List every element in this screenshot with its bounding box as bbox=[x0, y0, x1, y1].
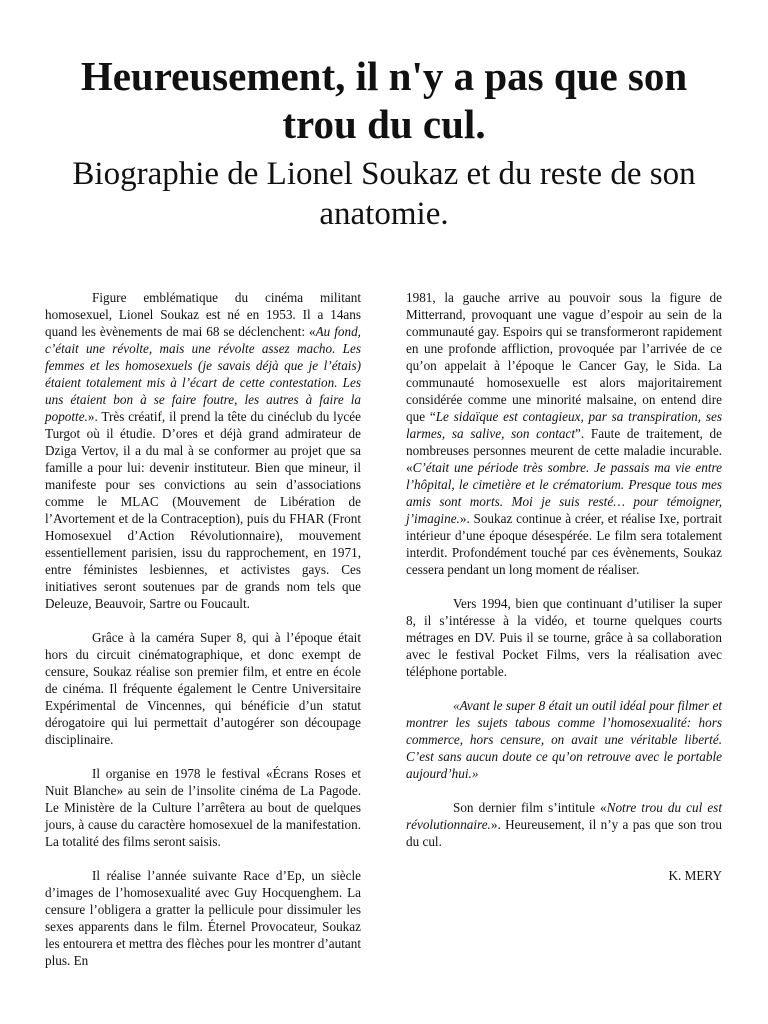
paragraph-sida bbox=[406, 289, 722, 578]
paragraph-text: ». Très créatif, il prend la tête du cinéclub du lycée Turgot où il étudie. D’ores et déjà grand admirateur de Dziga Vertov, il a du mal à se conformer au projet que sa famille a pour lui: devenir instituteur. Bien que mineur, il manifeste pour ses convictions au sein d’associations comme le MLAC (Mouvement de Libération de l’Avortement et de la Contraception), puis du FHAR (Front Homosexuel d’Action Révolutionnaire), mouvement essentiellement parisien, issu du rapprochement, en 1971, entre féministes lesbiennes, et activistes gays. Ces initiatives seront soutenues par de grands nom tels que Deleuze, Beauvoir, Sartre ou Foucault. bbox=[45, 409, 361, 611]
paragraph-video: Vers 1994, bien que continuant d’utiliser la super 8, il s’intéresse à la vidéo, et tourne quelques courts métrages en DV. Puis il se tourne, grâce à sa collaboration avec le festival Pocket Films, vers la réalisation avec téléphone portable. bbox=[406, 596, 722, 679]
paragraph-text: Son dernier film s’intitule « bbox=[453, 800, 607, 815]
article-title: Heureusement, il n'y a pas que son trou du cul. bbox=[80, 53, 688, 147]
quote-text: Le sidaïque est contagieux, par sa transpiration, ses larmes, sa salive, son contact bbox=[406, 409, 722, 441]
paragraph-text: ”. Faute de traitement, de nombreuses personnes meurent de cette maladie incurable. « bbox=[406, 426, 722, 475]
quote-text: C’était une période très sombre. Je passais ma vie entre l’hôpital, le cimetière et le crématorium. Presque tous mes amis sont morts. Moi je suis resté… pour témoigner, j’imagine. bbox=[406, 460, 722, 526]
left-column bbox=[45, 289, 361, 986]
paragraph-super8: Grâce à la caméra Super 8, qui à l’époque était hors du circuit cinématographique, et donc exempt de censure, Soukaz réalise son premier film, et entre en école de cinéma. Il fréquente également le Centre Universitaire Expérimental de Vincennes, qui bénéficie d’un statut dérogatoire qui lui permettait d’autogérer son découpage disciplinaire. bbox=[45, 630, 361, 747]
paragraph-biography-intro bbox=[45, 289, 361, 612]
paragraph-last-film bbox=[406, 799, 722, 850]
film-title: Notre trou du cul est révolutionnaire. bbox=[406, 800, 722, 832]
article-subtitle: Biographie de Lionel Soukaz et du reste de son anatomie. bbox=[72, 156, 696, 232]
block-quote: «Avant le super 8 était un outil idéal pour filmer et montrer les sujets tabous comme l’homosexualité: hors commerce, hors censure, on avait une véritable liberté. C’est sans aucun doute ce qu’on retrouve avec le portable aujourd’hui.» bbox=[406, 698, 722, 781]
paragraph-text: Figure emblématique du cinéma militant homosexuel, Lionel Soukaz est né en 1953. Il a 14ans quand les èvènements de mai 68 se déclenchent: « bbox=[45, 290, 361, 339]
right-column bbox=[406, 289, 722, 884]
paragraph-race-dep: Il réalise l’année suivante Race d’Ep, un siècle d’images de l’homosexualité avec Guy Hocquenghem. La censure l’obligera a gratter la pellicule pour dissimuler les sexes apparents dans le film. Éternel Provocateur, Soukaz les entourera et mettra des flèches pour les montrer d’autant plus. En bbox=[45, 868, 362, 968]
paragraph-text: 1981, la gauche arrive au pouvoir sous la figure de Mitterrand, provoquant une vague d’espoir au sein de la communauté gay. Espoirs qui se transformeront rapidement en une profonde affliction, provoquée par l’arrivée de ce qu’on appelait à l’époque le Cancer Gay, le Sida. La communauté homosexuelle est alors majoritairement considérée comme une minorité malsaine, on entend dire que “ bbox=[406, 290, 722, 424]
paragraph-festival: Il organise en 1978 le festival «Écrans Roses et Nuit Blanche» au sein de l’insolite cinéma de La Pagode. Le Ministère de la Culture l’arrêtera au bout de quelques jours, à cause du caractère homosexuel de la manifestation. La totalité des films seront saisis. bbox=[45, 766, 361, 849]
paragraph-text: ». Heureusement, il n’y a pas que son trou du cul. bbox=[406, 817, 722, 849]
paragraph-text: ». Soukaz continue à créer, et réalise Ixe, portrait intérieur d’une époque désespérée. Le film sera totalement interdit. Profondément touché par ces évènements, Soukaz cessera pendant un long moment de réaliser. bbox=[406, 511, 722, 577]
author-signature: K. MERY bbox=[668, 868, 722, 883]
quote-text: Au fond, c’était une révolte, mais une révolte assez macho. Les femmes et les homosexuels (je savais déjà que je l’étais) étaient totalement mis à l’écart de cette contestation. Les uns étaient bon à se faire foutre, les autres à faire la popotte. bbox=[45, 324, 361, 424]
